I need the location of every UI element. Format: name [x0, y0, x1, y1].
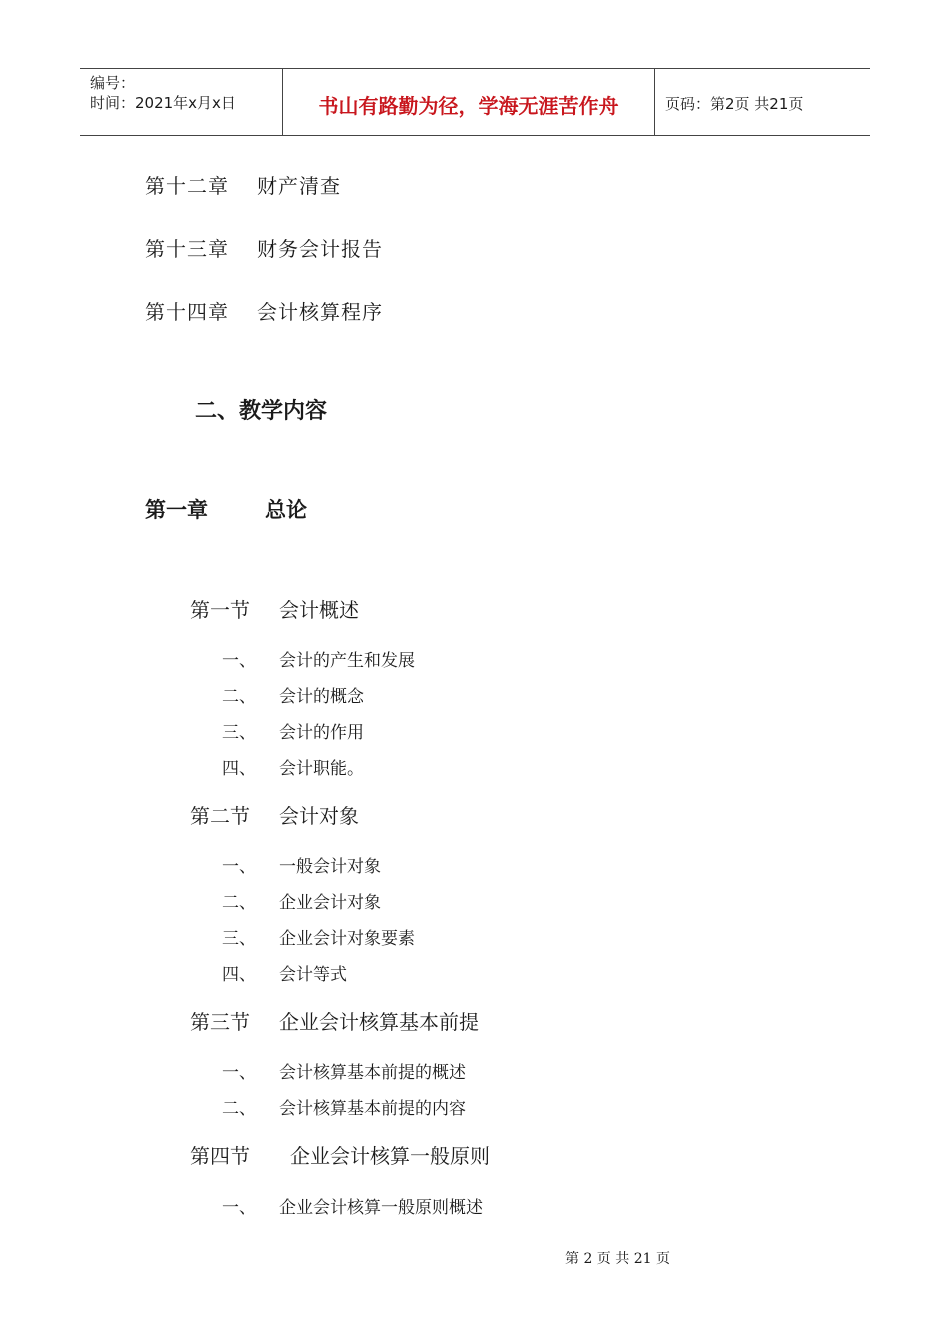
item-number: 一、	[222, 1063, 256, 1083]
item-text: 会计的作用	[279, 723, 364, 743]
chapter-title: 会计核算程序	[257, 300, 383, 324]
list-item	[222, 960, 347, 985]
list-item	[222, 754, 364, 779]
list-item	[222, 682, 364, 707]
chapter-one-heading	[145, 494, 307, 524]
item-number: 二、	[222, 893, 256, 913]
list-item	[222, 646, 415, 671]
section-name: 企业会计核算一般原则	[290, 1144, 490, 1168]
item-number: 三、	[222, 723, 256, 743]
item-text: 会计职能。	[279, 759, 364, 779]
list-item	[222, 718, 364, 743]
page-info: 页码：第2页 共21页	[665, 94, 804, 113]
section-title	[190, 594, 359, 623]
item-number: 三、	[222, 929, 256, 949]
page-footer: 第 2 页 共 21 页	[565, 1251, 670, 1267]
header-meta	[80, 69, 282, 135]
list-item	[222, 1094, 466, 1119]
item-text: 一般会计对象	[279, 857, 381, 877]
section-title	[190, 800, 359, 829]
page-header	[80, 68, 870, 136]
chapter-title: 财产清查	[257, 174, 341, 198]
time-label: 时间：2021年x月x日	[90, 94, 236, 112]
item-number: 二、	[222, 1099, 256, 1119]
item-text: 企业会计对象	[279, 893, 381, 913]
chapter-number: 第十三章	[145, 237, 229, 261]
chapter-number: 第十四章	[145, 300, 229, 324]
item-text: 会计的产生和发展	[279, 651, 415, 671]
list-item	[222, 888, 381, 913]
chapter-list-item	[145, 296, 383, 325]
chapter-number: 第一章	[145, 498, 208, 522]
item-number: 一、	[222, 857, 256, 877]
section-name: 企业会计核算基本前提	[279, 1010, 479, 1034]
chapter-title: 总论	[265, 498, 307, 522]
section-number: 第三节	[190, 1010, 250, 1034]
chapter-list-item	[145, 170, 341, 199]
section-name: 会计概述	[279, 598, 359, 622]
chapter-number: 第十二章	[145, 174, 229, 198]
section-number: 第一节	[190, 598, 250, 622]
section-title	[190, 1006, 479, 1035]
section-name: 会计对象	[279, 804, 359, 828]
item-number: 四、	[222, 965, 256, 985]
list-item	[222, 924, 415, 949]
item-number: 二、	[222, 687, 256, 707]
list-item	[222, 1193, 483, 1218]
item-text: 会计核算基本前提的概述	[279, 1063, 466, 1083]
item-number: 一、	[222, 651, 256, 671]
list-item	[222, 1058, 466, 1083]
motto: 书山有路勤为径，学海无涯苦作舟	[282, 69, 655, 135]
item-text: 会计核算基本前提的内容	[279, 1099, 466, 1119]
section-number: 第二节	[190, 804, 250, 828]
list-item	[222, 852, 381, 877]
item-text: 会计的概念	[279, 687, 364, 707]
item-text: 企业会计核算一般原则概述	[279, 1198, 483, 1218]
chapter-title: 财务会计报告	[257, 237, 383, 261]
number-label: 编号：	[90, 74, 136, 92]
section-heading: 二、教学内容	[195, 399, 328, 424]
section-number: 第四节	[190, 1144, 250, 1168]
item-number: 四、	[222, 759, 256, 779]
item-number: 一、	[222, 1198, 256, 1218]
item-text: 会计等式	[279, 965, 347, 985]
item-text: 企业会计对象要素	[279, 929, 415, 949]
chapter-list-item	[145, 233, 383, 262]
section-title	[190, 1140, 490, 1169]
